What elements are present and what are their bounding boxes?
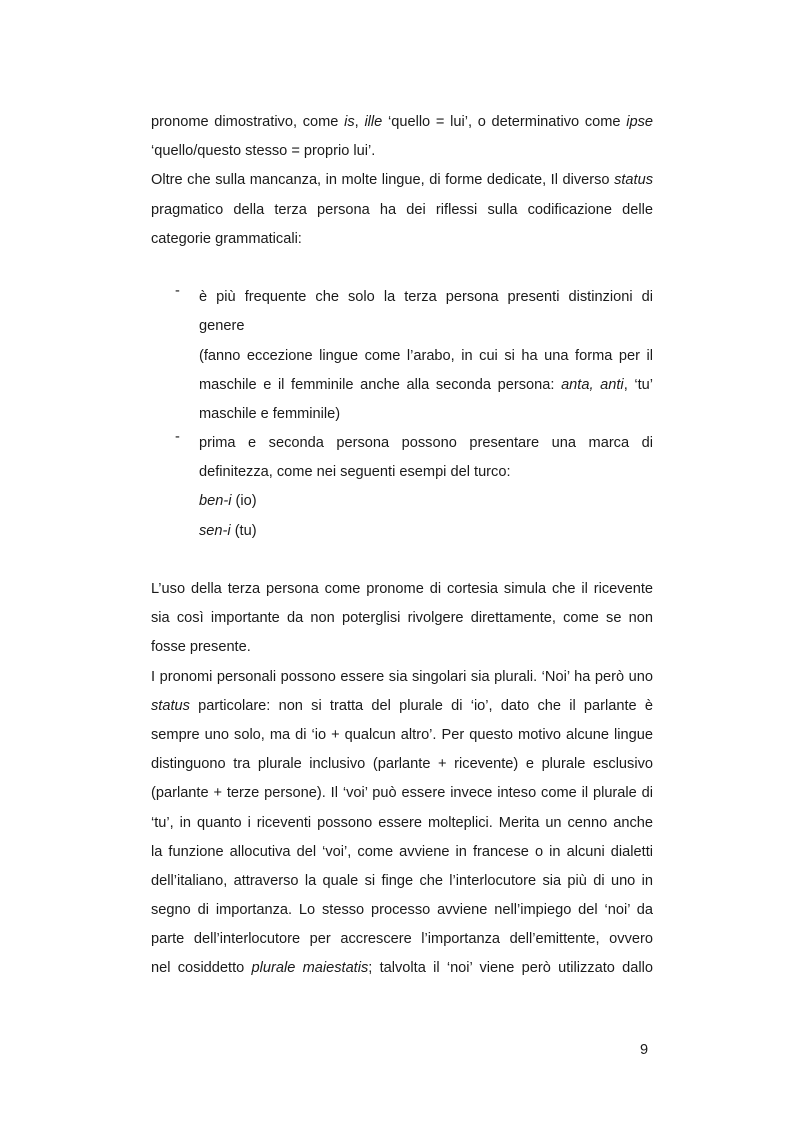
text-line: ‘quello/questo stesso = proprio lui’. <box>151 143 376 160</box>
text-line: pragmatico della terza persona ha dei riflessi sulla codificazione delle <box>151 201 653 218</box>
example-line: ben-i (io) <box>199 493 257 510</box>
text-line: sempre uno solo, ma di ‘io + qualcun altro’. Per questo motivo alcune lingue <box>151 726 653 743</box>
text-line: Oltre che sulla mancanza, in molte lingue, di forme dedicate, Il diverso status <box>151 172 653 189</box>
text-line: (fanno eccezione lingue come l’arabo, in cui si ha una forma per il <box>199 347 653 364</box>
document-body <box>151 108 653 984</box>
text-line: è più frequente che solo la terza persona presenti distinzioni di <box>199 289 653 306</box>
text-line: maschile e il femminile anche alla seconda persona: anta, anti, ‘tu’ <box>199 376 654 393</box>
text-line: ‘tu’, in quanto i riceventi possono essere molteplici. Merita un cenno anche <box>151 814 653 831</box>
text-line: nel cosiddetto plurale maiestatis; talvolta il ‘noi’ viene però utilizzato dallo <box>151 960 653 977</box>
text-line: distinguono tra plurale inclusivo (parlante + ricevente) e plurale esclusivo <box>151 756 653 773</box>
text-line: status particolare: non si tratta del plurale di ‘io’, dato che il parlante è <box>151 697 653 714</box>
example-line: sen-i (tu) <box>199 522 257 539</box>
text-line: dell’italiano, attraverso la quale si finge che l’interlocutore sia più di uno in <box>151 872 653 889</box>
text-line: la funzione allocutiva del ‘voi’, come avviene in francese o in alcuni dialetti <box>151 843 653 860</box>
text-line: pronome dimostrativo, come is, ille ‘quello = lui’, o determinativo come ipse <box>151 114 653 130</box>
list-item <box>151 283 653 429</box>
text-line: (parlante + terze persone). Il ‘voi’ può essere invece inteso come il plurale di <box>151 785 653 802</box>
text-line: prima e seconda persona possono presentare una marca di <box>199 435 653 452</box>
text-line: segno di importanza. Lo stesso processo avviene nell’impiego del ‘noi’ da <box>151 902 653 919</box>
text-line: sia così importante da non poterglisi rivolgere direttamente, come se non <box>151 610 653 627</box>
list-dash: - <box>175 283 180 300</box>
text-line: genere <box>199 318 245 335</box>
text-line: I pronomi personali possono essere sia singolari sia plurali. ‘Noi’ ha però uno <box>151 668 653 685</box>
list-dash: - <box>175 429 180 446</box>
text-line: categorie grammaticali: <box>151 230 302 247</box>
text-line: parte dell’interlocutore per accrescere l’importanza dell’emittente, ovvero <box>151 931 653 948</box>
text-line: definitezza, come nei seguenti esempi del turco: <box>199 464 511 481</box>
list-item <box>151 429 653 546</box>
page-number: 9 <box>640 1042 649 1058</box>
text-line: fosse presente. <box>151 639 251 656</box>
text-line: L’uso della terza persona come pronome di cortesia simula che il ricevente <box>151 581 653 597</box>
text-line: maschile e femminile) <box>199 405 341 422</box>
